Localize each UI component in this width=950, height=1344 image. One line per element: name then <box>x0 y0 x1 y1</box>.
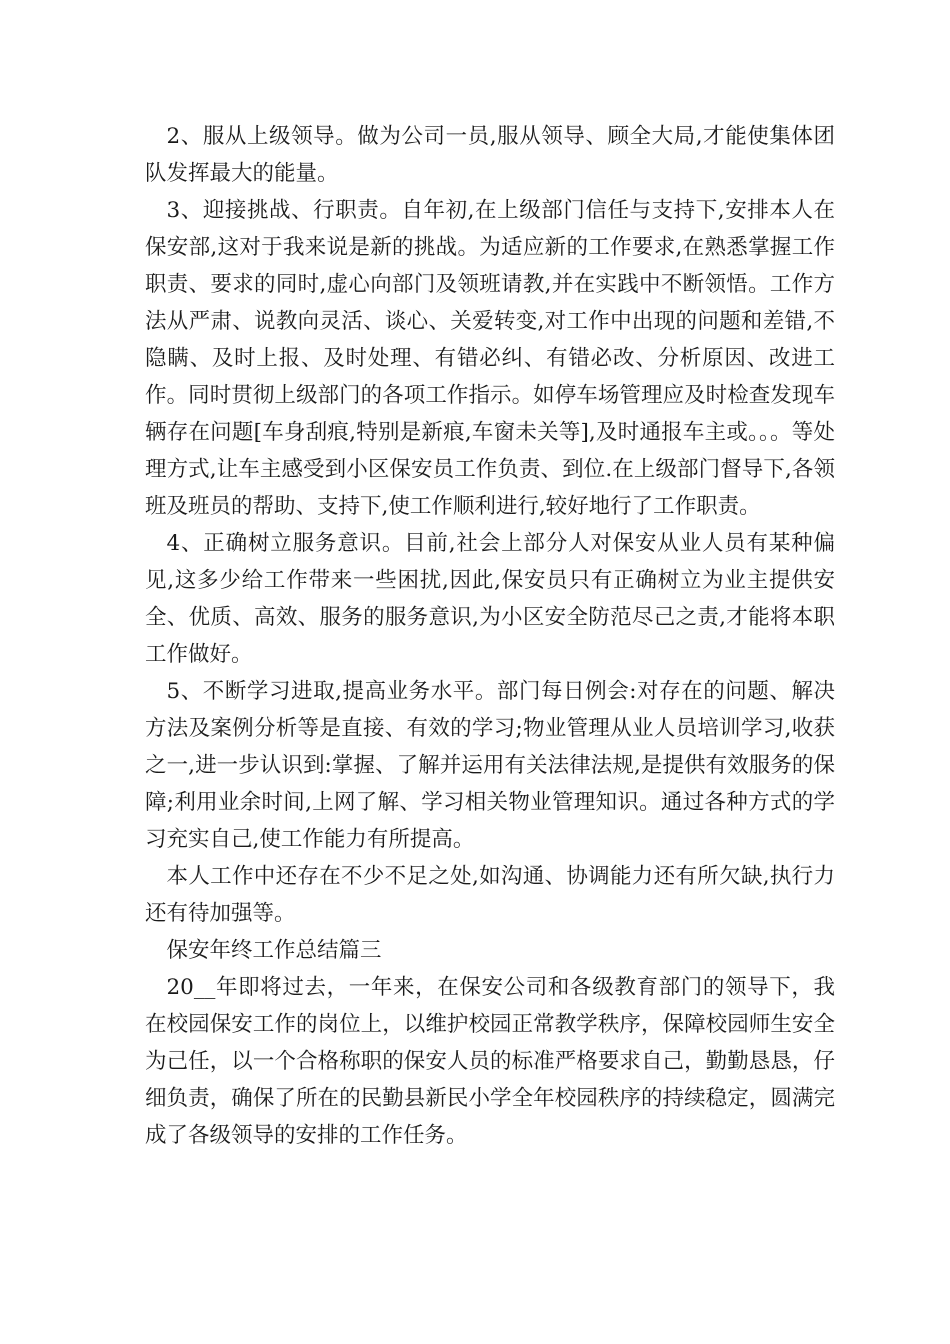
document-body <box>145 118 835 1154</box>
paragraph-meet-challenges: 3、迎接挑战、行职责。自年初,在上级部门信任与支持下,安排本人在保安部,这对于我来说是新的挑战。为适应新的工作要求,在熟悉掌握工作职责、要求的同时,虚心向部门及领班请教,并在实践中不断领悟。工作方法从严肃、说教向灵活、谈心、关爱转变,对工作中出现的问题和差错,不隐瞒、及时上报、及时处理、有错必纠、有错必改、分析原因、改进工作。同时贯彻上级部门的各项工作指示。如停车场管理应及时检查发现车辆存在问题[车身刮痕,特别是新痕,车窗未关等],及时通报车主或。。。等处理方式,让车主感受到小区保安员工作负责、到位.在上级部门督导下,各领班及班员的帮助、支持下,使工作顺利进行,较好地行了工作职责。 <box>145 198 835 519</box>
paragraph-year-summary: 20__年即将过去，一年来，在保安公司和各级教育部门的领导下，我在校园保安工作的岗位上，以维护校园正常教学秩序，保障校园师生安全为己任，以一个合格称职的保安人员的标准严格要求自己，勤勤恳恳，仔细负责，确保了所在的民勤县新民小学全年校园秩序的持续稳定，圆满完成了各级领导的安排的工作任务。 <box>145 975 835 1148</box>
section-heading: 保安年终工作总结篇三 <box>166 938 382 963</box>
paragraph-shortcomings: 本人工作中还存在不少不足之处,如沟通、协调能力还有所欠缺,执行力还有待加强等。 <box>145 864 835 926</box>
paragraph-service-awareness: 4、正确树立服务意识。目前,社会上部分人对保安从业人员有某种偏见,这多少给工作带来一些困扰,因此,保安员只有正确树立为业主提供安全、优质、高效、服务的服务意识,为小区安全防范尽己之责,才能将本职工作做好。 <box>145 531 835 667</box>
paragraph-continuous-learning: 5、不断学习进取,提高业务水平。部门每日例会:对存在的问题、解决方法及案例分析等是直接、有效的学习;物业管理从业人员培训学习,收获之一,进一步认识到:掌握、了解并运用有关法律法规,是提供有效服务的保障;利用业余时间,上网了解、学习相关物业管理知识。通过各种方式的学习充实自己,使工作能力有所提高。 <box>145 679 835 852</box>
paragraph-obey-leadership: 2、服从上级领导。做为公司一员,服从领导、顾全大局,才能使集体团队发挥最大的能量。 <box>145 124 835 186</box>
